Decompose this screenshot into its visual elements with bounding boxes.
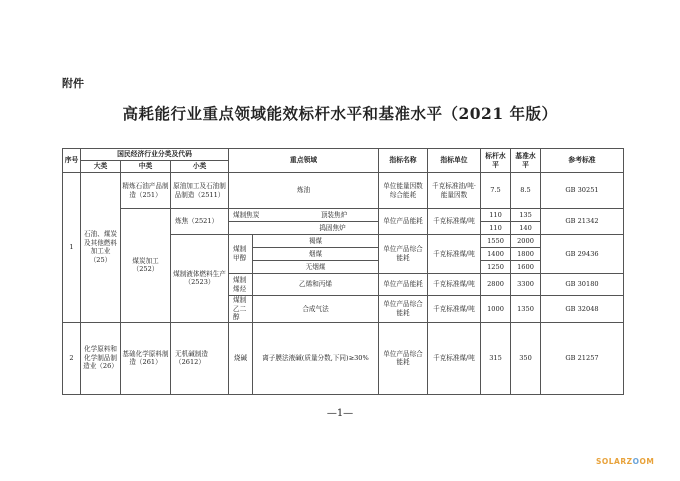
key-area-subtype: 合成气法 [253,296,379,323]
header-row [63,149,624,161]
watermark-part: Z [626,457,633,466]
medium-category-cell: 精炼石油产品制造（251） [121,173,171,209]
indicator-unit-cell: 千克标准煤/吨 [428,209,481,235]
page-number: —1— [326,408,354,419]
minor-category-cell: 无机碱制造（2612） [171,322,229,394]
header-minor: 小类 [171,161,229,173]
minor-category-cell: 煤制液体燃料生产（2523） [171,235,229,323]
header-classification: 国民经济行业分类及代码 [81,149,229,161]
benchmark-cell: 1250 [481,261,511,274]
key-area-label: 煤制甲醇 [229,235,253,274]
benchmark-cell: 110 [481,209,511,222]
indicator-unit-cell: 千克标准煤/吨 [428,296,481,323]
indicator-unit-cell: 千克标准油/吨·能量因数 [428,173,481,209]
medium-category-cell: 煤炭加工（252） [121,209,171,323]
baseline-cell: 1350 [511,296,541,323]
attachment-label: 附件 [62,77,84,90]
reference-std-cell: GB 30251 [541,173,624,209]
benchmark-cell: 1000 [481,296,511,323]
key-area-subtype: 顶装焦炉 [320,210,348,219]
key-area-cell: 炼油 [229,173,379,209]
baseline-cell: 350 [511,322,541,394]
header-benchmark: 标杆水平 [481,149,511,173]
baseline-cell: 1800 [511,248,541,261]
reference-std-cell: GB 29436 [541,235,624,274]
benchmark-cell: 315 [481,322,511,394]
key-area-subtype: 烟煤 [253,248,379,261]
key-area-label: 烧碱 [229,322,253,394]
reference-std-cell: GB 21342 [541,209,624,235]
reference-std-cell: GB 30180 [541,274,624,296]
baseline-cell: 135 [511,209,541,222]
minor-category-cell: 原油加工及石油制品制造（2511） [171,173,229,209]
indicator-name-cell: 单位能量因数综合能耗 [379,173,428,209]
benchmark-cell: 1550 [481,235,511,248]
header-reference-std: 参考标准 [541,149,624,173]
key-area-subtype: 褐煤 [253,235,379,248]
header-indicator-name: 指标名称 [379,149,428,173]
indicator-name-cell: 单位产品综合能耗 [379,322,428,394]
seq-cell: 2 [63,322,81,394]
watermark-logo [596,457,654,466]
baseline-cell: 1600 [511,261,541,274]
key-area-subtype: 离子膜法液碱(质量分数,下同)≥30% [253,322,379,394]
header-seq: 序号 [63,149,81,173]
header-medium: 中类 [121,161,171,173]
table-row [63,209,624,222]
benchmark-cell: 7.5 [481,173,511,209]
indicator-name-cell: 单位产品能耗 [379,209,428,235]
benchmark-cell: 1400 [481,248,511,261]
reference-std-cell: GB 32048 [541,296,624,323]
indicator-name-cell: 单位产品能耗 [379,274,428,296]
watermark-part: OM [639,457,655,466]
major-category-cell: 化学原料和化学制品制造业（26） [81,322,121,394]
table-row [63,322,624,394]
document-title: 高耗能行业重点领域能效标杆水平和基准水平（2021 年版） [122,104,558,123]
header-baseline: 基准水平 [511,149,541,173]
seq-cell: 1 [63,173,81,323]
key-area-subtype: 捣固焦炉 [319,223,346,232]
key-area-label: 煤制乙二醇 [229,296,253,323]
watermark-part: O [632,457,640,466]
indicator-unit-cell: 千克标准煤/吨 [428,235,481,274]
benchmark-cell: 110 [481,222,511,235]
key-area-label: 煤制焦炭 [233,210,260,219]
key-area-label: 煤制烯烃 [229,274,253,296]
indicator-name-cell: 单位产品综合能耗 [379,235,428,274]
reference-std-cell: GB 21257 [541,322,624,394]
key-area-subtype: 乙烯和丙烯 [253,274,379,296]
major-category-cell: 石油、煤炭及其他燃料加工业（25） [81,173,121,323]
header-major: 大类 [81,161,121,173]
table-row [63,173,624,209]
indicator-unit-cell: 千克标准煤/吨 [428,274,481,296]
key-area-cell [229,209,379,222]
baseline-cell: 140 [511,222,541,235]
baseline-cell: 3300 [511,274,541,296]
medium-category-cell: 基础化学原料制造（261） [121,322,171,394]
baseline-cell: 2000 [511,235,541,248]
watermark-part: SOLAR [596,457,627,466]
key-area-subtype: 无烟煤 [253,261,379,274]
standards-table [62,148,624,395]
indicator-name-cell: 单位产品综合能耗 [379,296,428,323]
key-area-cell [229,222,379,235]
minor-category-cell: 炼焦（2521） [171,209,229,235]
header-key-area: 重点领域 [229,149,379,173]
benchmark-cell: 2800 [481,274,511,296]
baseline-cell: 8.5 [511,173,541,209]
indicator-unit-cell: 千克标准煤/吨 [428,322,481,394]
header-indicator-unit: 指标单位 [428,149,481,173]
